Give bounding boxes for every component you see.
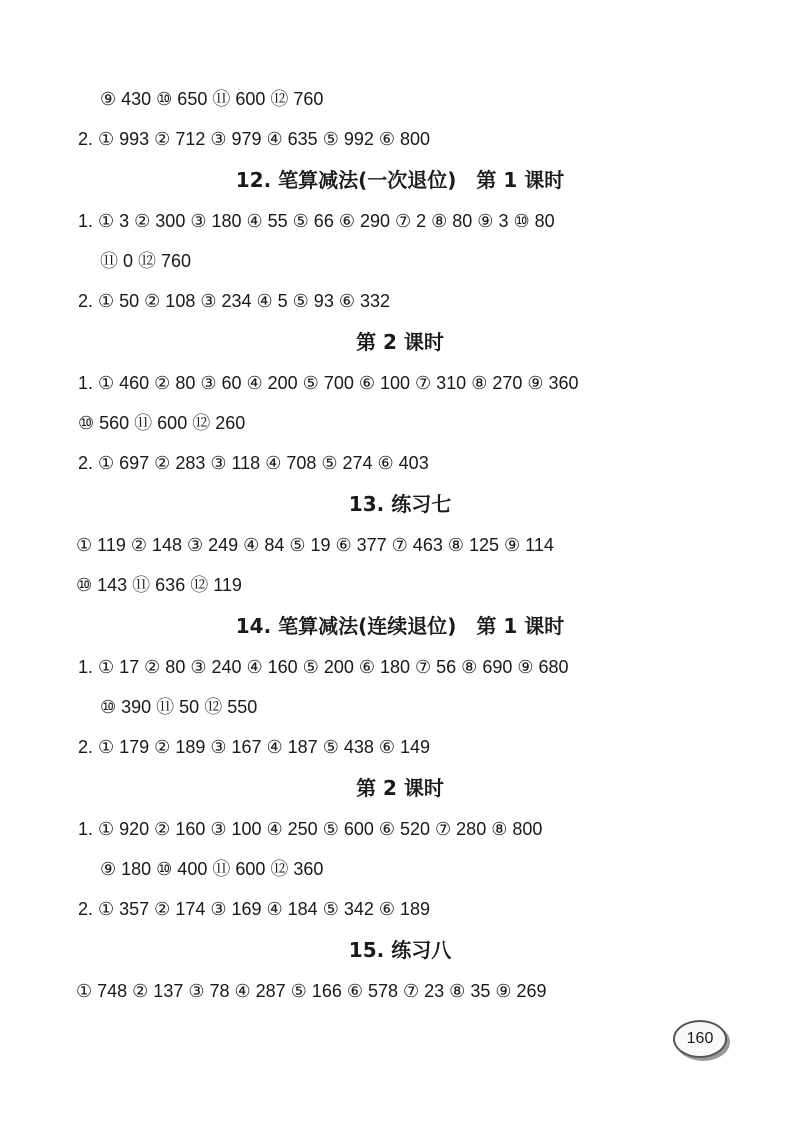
section-heading: 第 2 课时 — [356, 330, 444, 354]
answer-line: 2. ① 50 ② 108 ③ 234 ④ 5 ⑤ 93 ⑥ 332 — [78, 291, 390, 311]
page-number-badge: 160 — [673, 1020, 727, 1058]
answer-line: 1. ① 3 ② 300 ③ 180 ④ 55 ⑤ 66 ⑥ 290 ⑦ 2 ⑧ 80 ⑨ 3 ⑩ 80 — [78, 211, 555, 231]
section-heading: 12. 笔算减法(一次退位) 第 1 课时 — [235, 168, 565, 192]
answer-line: ① 119 ② 148 ③ 249 ④ 84 ⑤ 19 ⑥ 377 ⑦ 463 ⑧ 125 ⑨ 114 — [76, 535, 554, 555]
answer-line: ⑨ 430 ⑩ 650 ⑪ 600 ⑫ 760 — [100, 89, 324, 109]
answer-line: ⑩ 390 ⑪ 50 ⑫ 550 — [100, 697, 258, 717]
answer-line: ⑨ 180 ⑩ 400 ⑪ 600 ⑫ 360 — [100, 859, 324, 879]
section-heading: 14. 笔算减法(连续退位) 第 1 课时 — [235, 614, 565, 638]
answer-line: ① 748 ② 137 ③ 78 ④ 287 ⑤ 166 ⑥ 578 ⑦ 23 ⑧ 35 ⑨ 269 — [76, 981, 547, 1001]
answer-line: 1. ① 17 ② 80 ③ 240 ④ 160 ⑤ 200 ⑥ 180 ⑦ 56 ⑧ 690 ⑨ 680 — [78, 657, 569, 677]
answer-line: ⑩ 143 ⑪ 636 ⑫ 119 — [76, 575, 242, 595]
answer-line: 2. ① 697 ② 283 ③ 118 ④ 708 ⑤ 274 ⑥ 403 — [78, 453, 429, 473]
section-heading: 第 2 课时 — [356, 776, 444, 800]
answer-line: 2. ① 993 ② 712 ③ 979 ④ 635 ⑤ 992 ⑥ 800 — [78, 129, 431, 149]
section-heading: 13. 练习七 — [348, 492, 452, 516]
answer-line: 1. ① 460 ② 80 ③ 60 ④ 200 ⑤ 700 ⑥ 100 ⑦ 310 ⑧ 270 ⑨ 360 — [78, 373, 579, 393]
answer-line: ⑩ 560 ⑪ 600 ⑫ 260 — [78, 413, 246, 433]
answer-line: 2. ① 357 ② 174 ③ 169 ④ 184 ⑤ 342 ⑥ 189 — [78, 899, 431, 919]
answer-line: ⑪ 0 ⑫ 760 — [100, 251, 192, 271]
section-heading: 15. 练习八 — [348, 938, 452, 962]
answer-line: 1. ① 920 ② 160 ③ 100 ④ 250 ⑤ 600 ⑥ 520 ⑦ 280 ⑧ 800 — [78, 819, 543, 839]
answer-line: 2. ① 179 ② 189 ③ 167 ④ 187 ⑤ 438 ⑥ 149 — [78, 737, 431, 757]
